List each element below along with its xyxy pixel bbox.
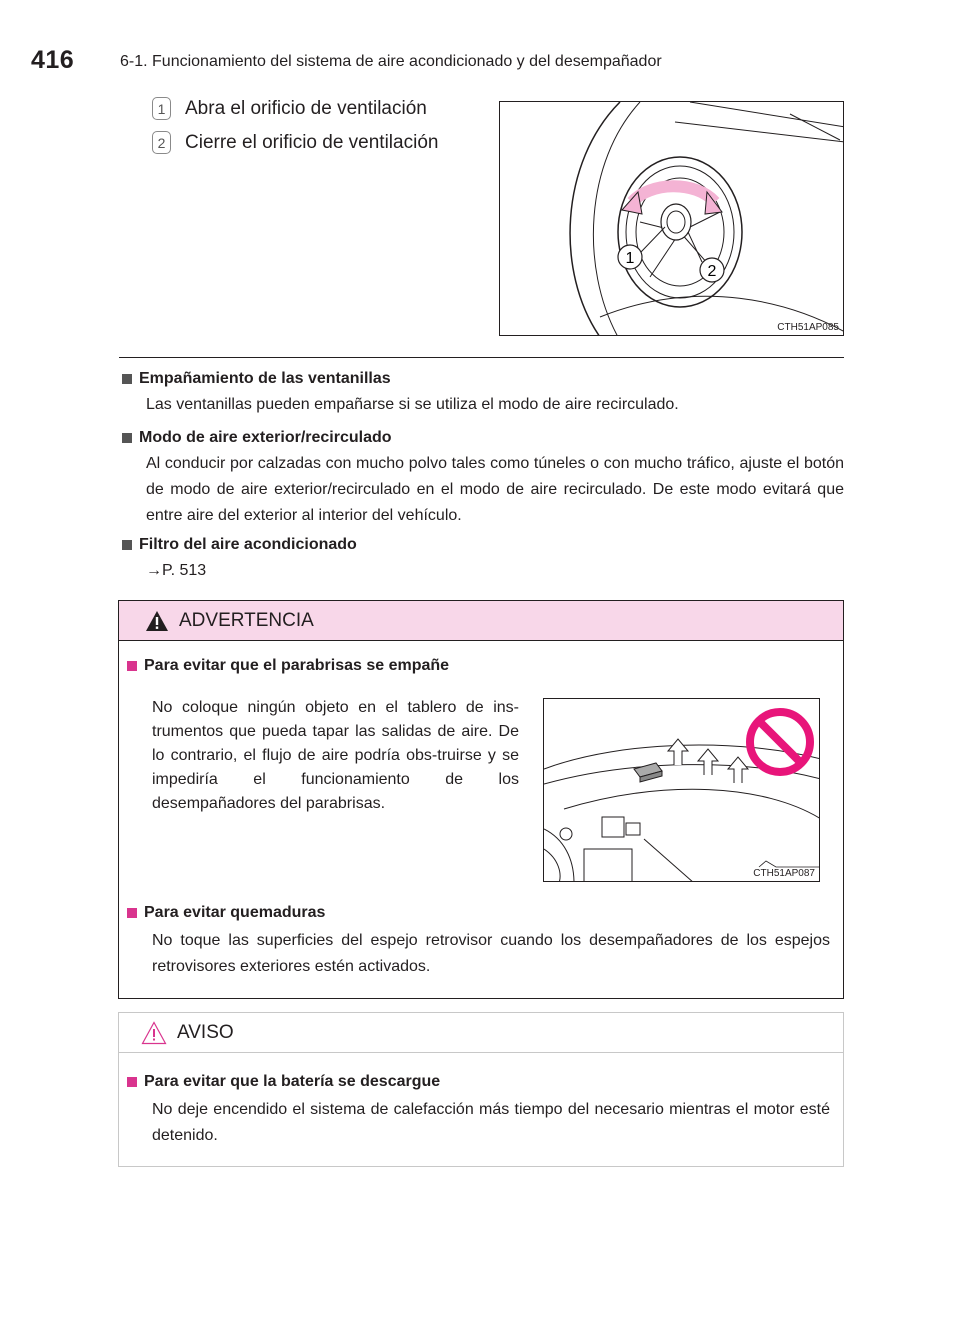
warning-header (119, 601, 843, 641)
notice-box (118, 1012, 844, 1167)
warning-item-burns (127, 904, 325, 922)
warning-triangle-icon (145, 610, 169, 632)
warning-heading: Para evitar quemaduras (144, 904, 326, 921)
figure-code-vent: CTH51AP085 (777, 322, 839, 333)
legend-label-2: Cierre el orificio de ventilación (185, 131, 439, 153)
notice-header (119, 1013, 843, 1053)
item-body: Al conducir por calzadas con mucho polvo tales como túneles o con mucho tráfico, ajuste el botón de modo de aire exterior/recirculado en el modo de aire recirculado. De este modo evitará que entre aire del exterior al interior del vehículo. (146, 455, 844, 524)
warning-heading: Para evitar que el parabrisas se empañe (144, 657, 450, 674)
bullet-square-icon (127, 661, 137, 671)
dashboard-drawing (544, 699, 820, 882)
callout-1: 1 (625, 250, 635, 267)
bullet-square-icon (122, 540, 132, 550)
notice-heading: Para evitar que la batería se descargue (144, 1073, 441, 1090)
bullet-square-icon (127, 908, 137, 918)
item-heading: Filtro del aire acondicionado (139, 536, 357, 553)
warning-title: ADVERTENCIA (179, 609, 314, 631)
bullet-square-icon (122, 374, 132, 384)
warning-body: No coloque ningún objeto en el tablero de ins-trumentos que pueda tapar las salidas de aire. De lo contrario, el flujo de aire podría obs-truirse y se impediría el funcionamiento de los desempañadores del parabrisas. (152, 699, 519, 812)
vent-drawing (500, 102, 844, 336)
page-number: 416 (31, 46, 75, 74)
callout-2: 2 (707, 263, 717, 280)
section-title: 6-1. Funcionamiento del sistema de aire acondicionado y del desempañador (120, 53, 662, 70)
legend-number-2: 2 (152, 131, 171, 154)
legend-number-1: 1 (152, 97, 171, 120)
vent-illustration (499, 101, 844, 336)
divider (119, 357, 844, 358)
bullet-square-icon (122, 433, 132, 443)
notice-title: AVISO (177, 1021, 234, 1043)
warning-body: No toque las superficies del espejo retrovisor cuando los desempañadores de los espejos retrovisores exteriores estén activados. (152, 932, 830, 975)
dashboard-illustration (543, 698, 820, 882)
info-item-air-mode (122, 429, 844, 529)
item-heading: Modo de aire exterior/recirculado (139, 429, 392, 446)
warning-box (118, 600, 844, 999)
item-body: Las ventanillas pueden empañarse si se utiliza el modo de aire recirculado. (146, 396, 679, 413)
warning-item-windshield (127, 657, 449, 675)
bullet-square-icon (127, 1077, 137, 1087)
info-item-ac-filter (122, 536, 844, 584)
notice-body: No deje encendido el sistema de calefacción más tiempo del necesario mientras el motor esté detenido. (152, 1101, 830, 1144)
legend-label-1: Abra el orificio de ventilación (185, 97, 427, 119)
notice-item-battery (127, 1073, 440, 1091)
caution-triangle-icon (141, 1021, 167, 1045)
page-reference-link[interactable]: →P. 513 (146, 562, 207, 579)
info-item-window-fogging (122, 370, 844, 418)
item-heading: Empañamiento de las ventanillas (139, 370, 391, 387)
figure-code-dashboard: CTH51AP087 (753, 868, 815, 879)
legend-item-close-vent (152, 131, 482, 154)
legend-item-open-vent (152, 97, 482, 120)
